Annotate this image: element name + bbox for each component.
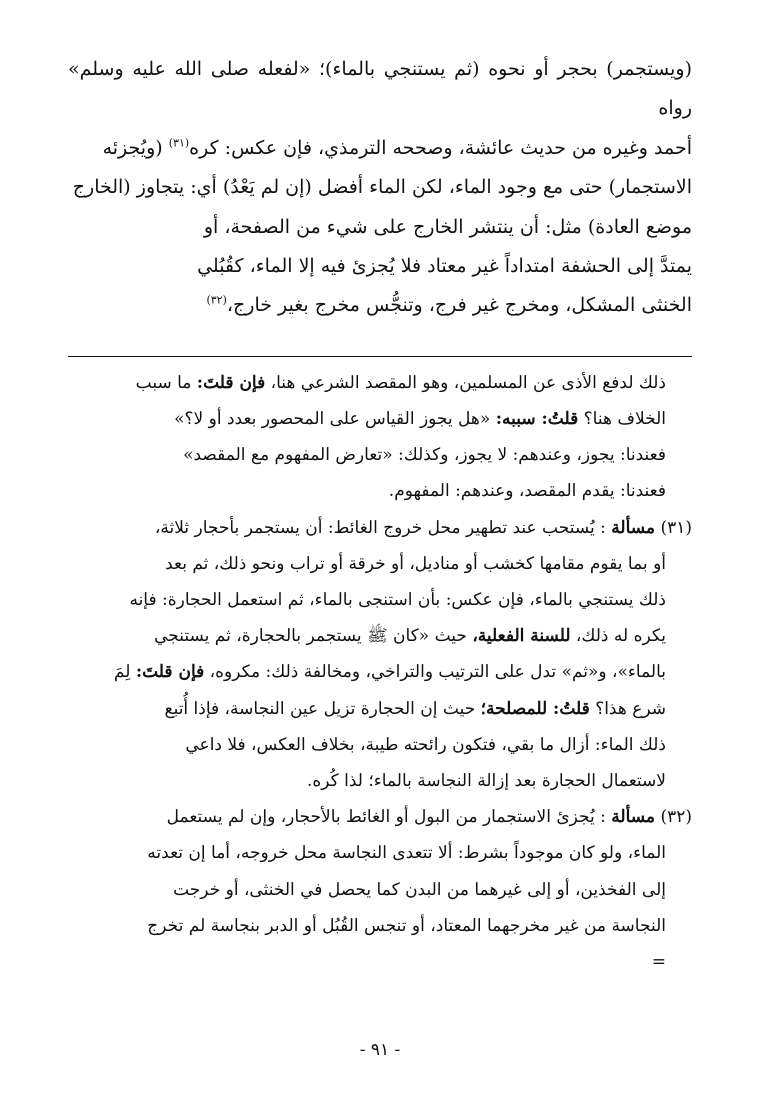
footnote-line: فعندنا: يقدم المقصد، وعندهم: المفهوم. <box>388 481 666 502</box>
main-line-4: موضع العادة) مثل: أن ينتشر الخارج على شيء من الصفحة، أو <box>203 215 692 238</box>
footnote-ref-32[interactable]: (٣٢) <box>206 294 227 308</box>
main-text <box>68 50 692 326</box>
footnote-line: يكره له ذلك، للسنة الفعلية، حيث «كان ﷺ يستجمر بالحجارة، ثم يستنجي <box>154 626 666 647</box>
main-line-3: الاستجمار) حتى مع وجود الماء، لكن الماء أفضل (إن لم يَعْدُ) أي: يتجاوز (الخارج <box>72 176 692 199</box>
footnote-label: مسألة <box>611 517 656 538</box>
main-line-1: (ويستجمر) بحجر أو نحوه (ثم يستنجي بالماء)؛ «لفعله صلى الله عليه وسلم» رواه <box>68 58 692 120</box>
main-line-6: الخنثى المشكل، ومخرج غير فرج، وتنجُّس مخرج بغير خارج،$^{(٣٢)}$ <box>206 294 692 317</box>
footnote-label: مسألة <box>611 807 656 828</box>
footnote-body <box>68 546 692 799</box>
footnote-separator <box>68 356 692 357</box>
page-body <box>68 50 692 980</box>
footnote-number: (٣١) <box>660 517 692 538</box>
footnote-ref-31[interactable]: (٣١) <box>168 136 190 150</box>
footnote-body <box>68 835 692 980</box>
footnote-line: لاستعمال الحجارة بعد إزالة النجاسة بالماء؛ لذا كُره. <box>306 771 666 792</box>
main-line-5: يمتدَّ إلى الحشفة امتداداً غير معتاد فلا يُجزئ فيه إلا الماء، كقُبُلي <box>197 255 692 278</box>
footnote-31 <box>68 510 692 800</box>
footnote-line: النجاسة من غير مخرجهما المعتاد، أو تنجس القُبُل أو الدبر بنجاسة لم تخرج <box>147 915 666 936</box>
footnote-line: (٣٢) مسألة : يُجزئ الاستجمار من البول أو الغائط بالأحجار، وإن لم يستعمل <box>166 807 692 828</box>
footnote-line: (٣١) مسألة : يُستحب عند تطهير محل خروج الغائط: أن يستجمر بأحجار ثلاثة، <box>154 517 692 538</box>
footnote-line: إلى الفخذين، أو إلى غيرهما من البدن كما يحصل في الخنثى، أو خرجت <box>173 879 666 900</box>
footnote-line: بالماء»، و«ثم» تدل على الترتيب والتراخي، ومخالفة ذلك: مكروه، فإن قلتَ: لِمَ <box>113 662 666 683</box>
page-number: - ٩١ - <box>359 1040 401 1060</box>
footnote-line: ذلك يستنجي بالماء، فإن عكس: بأن استنجى بالماء، ثم استعمل الحجارة: فإنه <box>129 590 666 611</box>
continuation-mark: = <box>651 952 666 973</box>
footnote-line: شرع هذا؟ قلتُ: للمصلحة؛ حيث إن الحجارة تزيل عين النجاسة، فإذا أُتبع <box>164 698 666 719</box>
footnote-number: (٣٢) <box>660 807 692 828</box>
footnote-line: أو بما يقوم مقامها كخشب أو مناديل، أو خرقة أو تراب ونحو ذلك، ثم بعد <box>165 553 666 574</box>
main-line-2: أحمد وغيره من حديث عائشة، وصححه الترمذي، فإن عكس: كره$^{(٣١)}$ (ويُجزئه <box>102 136 692 159</box>
footnote-line: ذلك لدفع الأذى عن المسلمين، وهو المقصد الشرعي هنا، فإن قلتَ: ما سبب <box>135 372 666 393</box>
footnote-line: فعندنا: يجوز، وعندهم: لا يجوز، وكذلك: «تعارض المفهوم مع المقصد» <box>183 445 666 466</box>
footnote-32 <box>68 799 692 980</box>
footnote-line: الخلاف هنا؟ قلتُ: سببه: «هل يجوز القياس على المحصور بعدد أو لا؟» <box>174 409 666 430</box>
footnote-line: ذلك الماء: أزال ما بقي، فتكون رائحته طيبة، بخلاف العكس، فلا داعي <box>185 734 666 755</box>
footnote-continuation <box>68 365 692 510</box>
footnotes <box>68 365 692 980</box>
footnote-line: الماء، ولو كان موجوداً بشرط: ألا تتعدى النجاسة محل خروجه، أما إن تعدته <box>147 843 666 864</box>
